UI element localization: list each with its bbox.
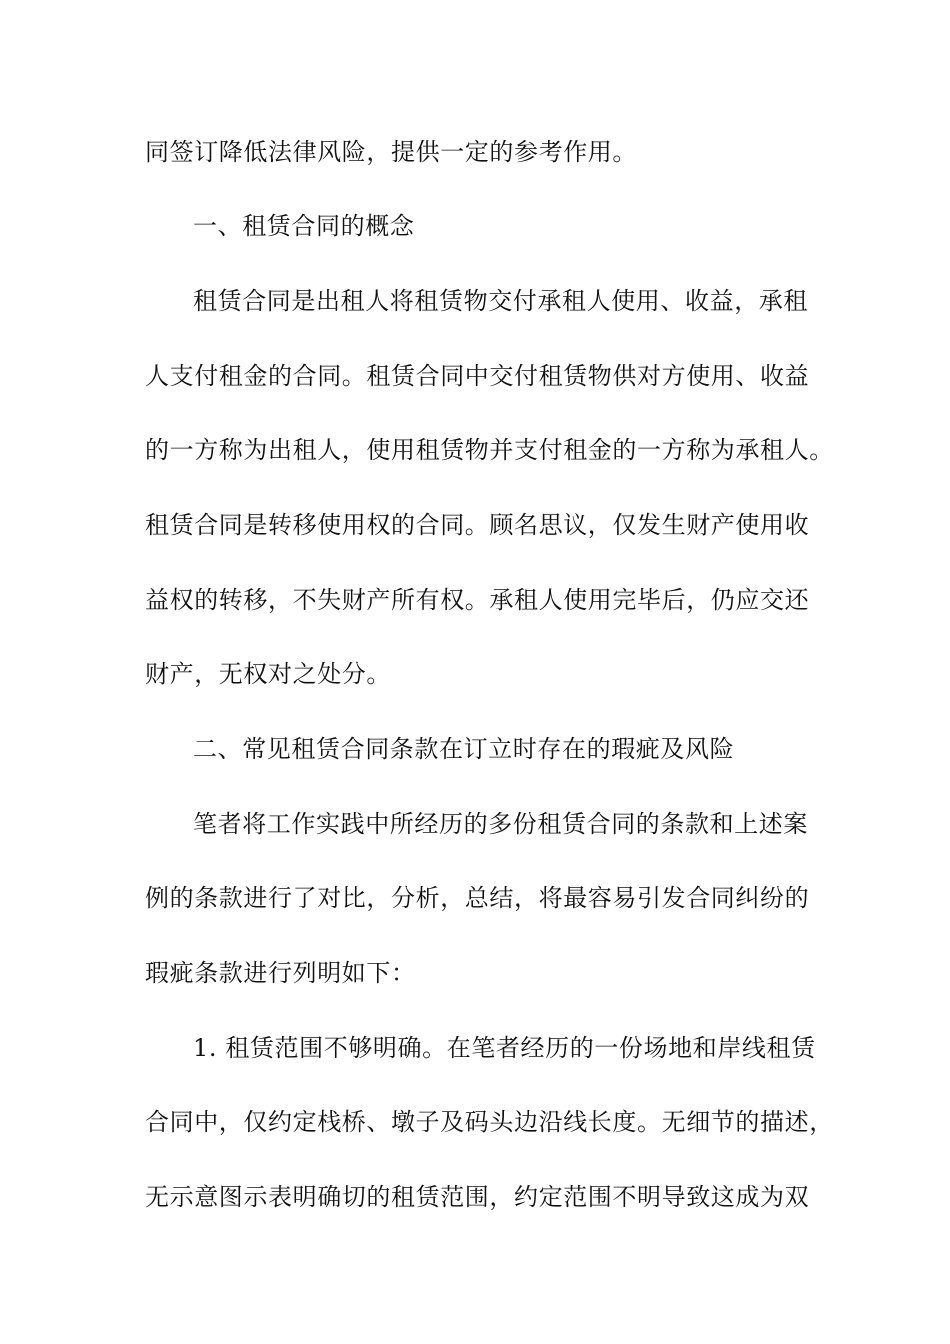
paragraph-line: 租赁合同是出租人将租赁物交付承租人使用、收益，承租 (193, 287, 808, 315)
section-heading-2: 二、常见租赁合同条款在订立时存在的瑕疵及风险 (193, 735, 735, 763)
paragraph-line: 瑕疵条款进行列明如下： (145, 959, 416, 987)
paragraph-line: 的一方称为出租人，使用租赁物并支付租金的一方称为承租人。 (145, 436, 834, 464)
list-item-1-line: 无示意图示表明确切的租赁范围，约定范围不明导致这成为双 (145, 1183, 810, 1211)
paragraph-line-continuation: 同签订降低法律风险，提供一定的参考作用。 (145, 138, 637, 166)
paragraph-line: 笔者将工作实践中所经历的多份租赁合同的条款和上述案 (193, 810, 808, 838)
section-heading-1: 一、租赁合同的概念 (193, 212, 415, 240)
paragraph-line: 租赁合同是转移使用权的合同。顾名思议，仅发生财产使用收 (145, 511, 810, 539)
paragraph-line: 例的条款进行了对比，分析，总结，将最容易引发合同纠纷的 (145, 884, 810, 912)
list-item-1-line: 1. 租赁范围不够明确。在笔者经历的一份场地和岸线租赁 (193, 1034, 816, 1062)
paragraph-line: 益权的转移，不失财产所有权。承租人使用完毕后，仍应交还 (145, 586, 810, 614)
paragraph-line: 财产，无权对之处分。 (145, 660, 391, 688)
paragraph-line: 人支付租金的合同。租赁合同中交付租赁物供对方使用、收益 (145, 362, 810, 390)
list-item-1-line: 合同中，仅约定栈桥、墩子及码头边沿线长度。无细节的描述， (145, 1108, 834, 1136)
